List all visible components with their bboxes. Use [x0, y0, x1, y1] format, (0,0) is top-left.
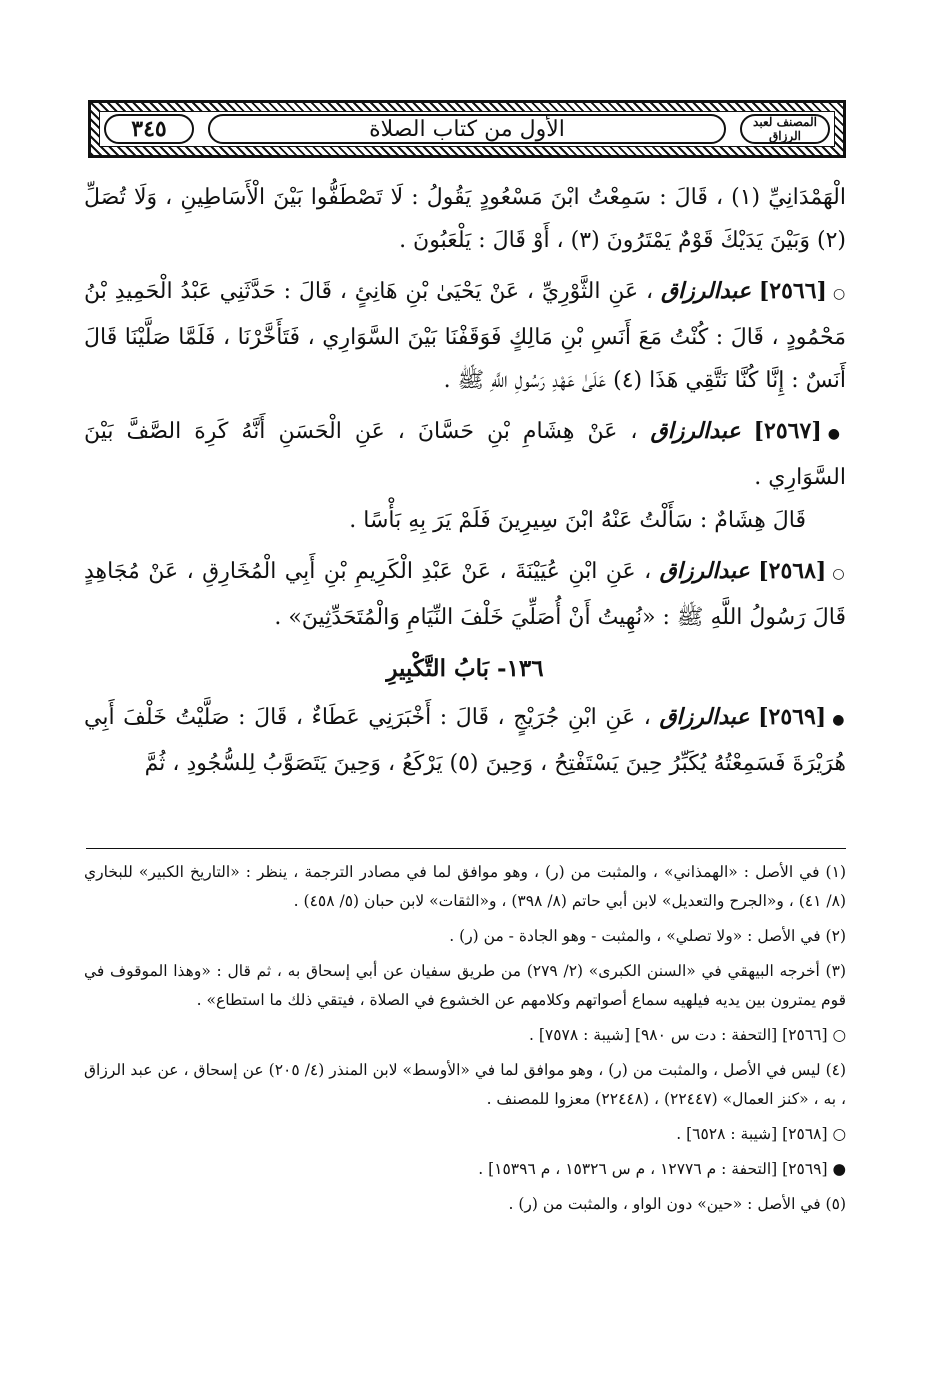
paragraph-1: الْهَمْدَانِيِّ (١) ، قَالَ : سَمِعْتُ ابْنَ مَسْعُودٍ يَقُولُ : لَا تَصْطَفُّوا بَيْنَ الْأَسَاطِينِ ، وَلَا تُصَلِّ (٢) وَبَيْنَ يَدَيْكَ قَوْمٌ يَمْتَرُونَ (٣) ، أَوْ قَالَ : يَلْعَبُونَ . [84, 185, 846, 253]
narrator-name: عبدالرزاق [650, 418, 741, 444]
hadith-number: [٢٥٦٧] [753, 418, 822, 444]
filled-circle-marker: ● [827, 426, 846, 442]
hadith-2567-continuation: قَالَ هِشَامٌ : سَأَلْتُ عَنْهُ ابْنَ سِيرِينَ فَلَمْ يَرَ بِهِ بَأْسًا . [349, 508, 806, 533]
chapter-heading: ١٣٦- بَابُ التَّكْبِيرِ [386, 655, 544, 682]
hadith-2569 [84, 696, 846, 785]
reference-2569: ● [٢٥٦٩] [التحفة : م ١٢٧٧٦ ، م س ١٥٣٢٦ ، م ١٥٣٩٦] . [478, 1160, 846, 1178]
hadith-2566 [84, 270, 846, 402]
hollow-circle-marker: ○ [832, 286, 846, 302]
hadith-2567 [84, 410, 846, 499]
hadith-2568 [84, 550, 846, 639]
hadith-text: ، عَنِ الثَّوْرِيِّ ، عَنْ يَحْيَىٰ بْنِ هَانِئٍ ، قَالَ : حَدَّثَنِي عَبْدُ الْحَمِيدِ بْنُ مَحْمُودٍ ، قَالَ : كُنْتُ مَعَ أَنَسِ بْنِ مَالِكٍ فَوَقَفْنَا بَيْنَ السَّوَارِي ، فَتَأَخَّرْنَا ، فَلَمَّا صَلَّيْنَا قَالَ أَنَسٌ : إِنَّا كُنَّا نَتَّقِي هَذَا (٤) عَلَىٰ عَهْدِ رَسُولِ اللَّهِ ﷺ . [84, 279, 846, 393]
header-title: الأول من كتاب الصلاة [208, 114, 726, 144]
narrator-name: عبدالرزاق [660, 278, 752, 304]
hadith-text: ، عَنِ ابْنِ جُرَيْجٍ ، قَالَ : أَخْبَرَنِي عَطَاءٌ ، قَالَ : صَلَّيْتُ خَلْفَ أَبِي هُرَيْرَةَ فَسَمِعْتُهُ يُكَبِّرُ حِينَ يَسْتَفْتِحُ ، وَحِينَ (٥) يَرْكَعُ ، وَحِينَ يَتَصَوَّبُ لِلسُّجُودِ ، ثُمَّ [84, 705, 846, 776]
main-text [84, 176, 846, 793]
hollow-circle-marker: ○ [832, 566, 846, 582]
book-logo: المصنف لعبد الرزاق [740, 114, 830, 144]
narrator-name: عبدالرزاق [659, 558, 750, 584]
footnote-1: (١) في الأصل : «الهمذاني» ، والمثبت من (ر) ، وهو موافق لما في مصادر الترجمة ، ينظر : «التاريخ الكبير» للبخاري (٨/ ٤١) ، و«الجرح والتعديل» لابن أبي حاتم (٨/ ٣٩٨) ، و«الثقات» لابن حبان (٥/ ٤٥٨) . [84, 863, 846, 910]
page-number: ٣٤٥ [104, 114, 194, 144]
hadith-text: ، عَنِ ابْنِ عُيَيْنَةَ ، عَنْ عَبْدِ الْكَرِيمِ بْنِ أَبِي الْمُخَارِقِ ، عَنْ مُجَاهِدٍ قَالَ رَسُولُ اللَّهِ ﷺ : «نُهِيتُ أَنْ أُصَلِّيَ خَلْفَ النِّيَامِ وَالْمُتَحَدِّثِينَ» . [84, 559, 846, 630]
reference-2566: ○ [٢٥٦٦] [التحفة : دت س ٩٨٠] [شيبة : ٧٥٧٨] . [529, 1026, 846, 1044]
footnote-3: (٣) أخرجه البيهقي في «السنن الكبرى» (٢/ ٢٧٩) من طريق سفيان عن أبي إسحاق به ، ثم قال : «وهذا الموقوف في قوم يمترون بين يديه فيلهيه سماع أصواتهم وكلامهم عن الخشوع في الصلاة ، فيتقي ذلك ما استطاع» . [84, 962, 846, 1009]
hadith-number: [٢٥٦٨] [758, 558, 827, 584]
footnote-5: (٥) في الأصل : «حين» دون الواو ، والمثبت من (ر) . [508, 1195, 846, 1213]
reference-2568: ○ [٢٥٦٨] [شيبة : ٦٥٢٨] . [676, 1125, 846, 1143]
footnotes [84, 858, 846, 1225]
hadith-text: ، عَنْ هِشَامِ بْنِ حَسَّانَ ، عَنِ الْحَسَنِ أَنَّهُ كَرِهَ الصَّفَّ بَيْنَ السَّوَارِي . [84, 419, 846, 490]
footnote-divider [86, 848, 846, 849]
footnote-4: (٤) ليس في الأصل ، والمثبت من (ر) ، وهو موافق لما في «الأوسط» لابن المنذر (٤/ ٢٠٥) عن إسحاق ، عن عبد الرزاق ، به ، «كنز العمال» (٢٢٤٤٧) ، (٢٢٤٤٨) معزوا للمصنف . [84, 1061, 847, 1108]
narrator-name: عبدالرزاق [659, 704, 750, 730]
header-frame [99, 111, 835, 147]
hadith-number: [٢٥٦٩] [758, 704, 827, 730]
footnote-2: (٢) في الأصل : «ولا تصلي» ، والمثبت - وهو الجادة - من (ر) . [449, 927, 846, 945]
running-header [88, 100, 846, 158]
hadith-number: [٢٥٦٦] [758, 278, 827, 304]
filled-circle-marker: ● [832, 712, 846, 728]
